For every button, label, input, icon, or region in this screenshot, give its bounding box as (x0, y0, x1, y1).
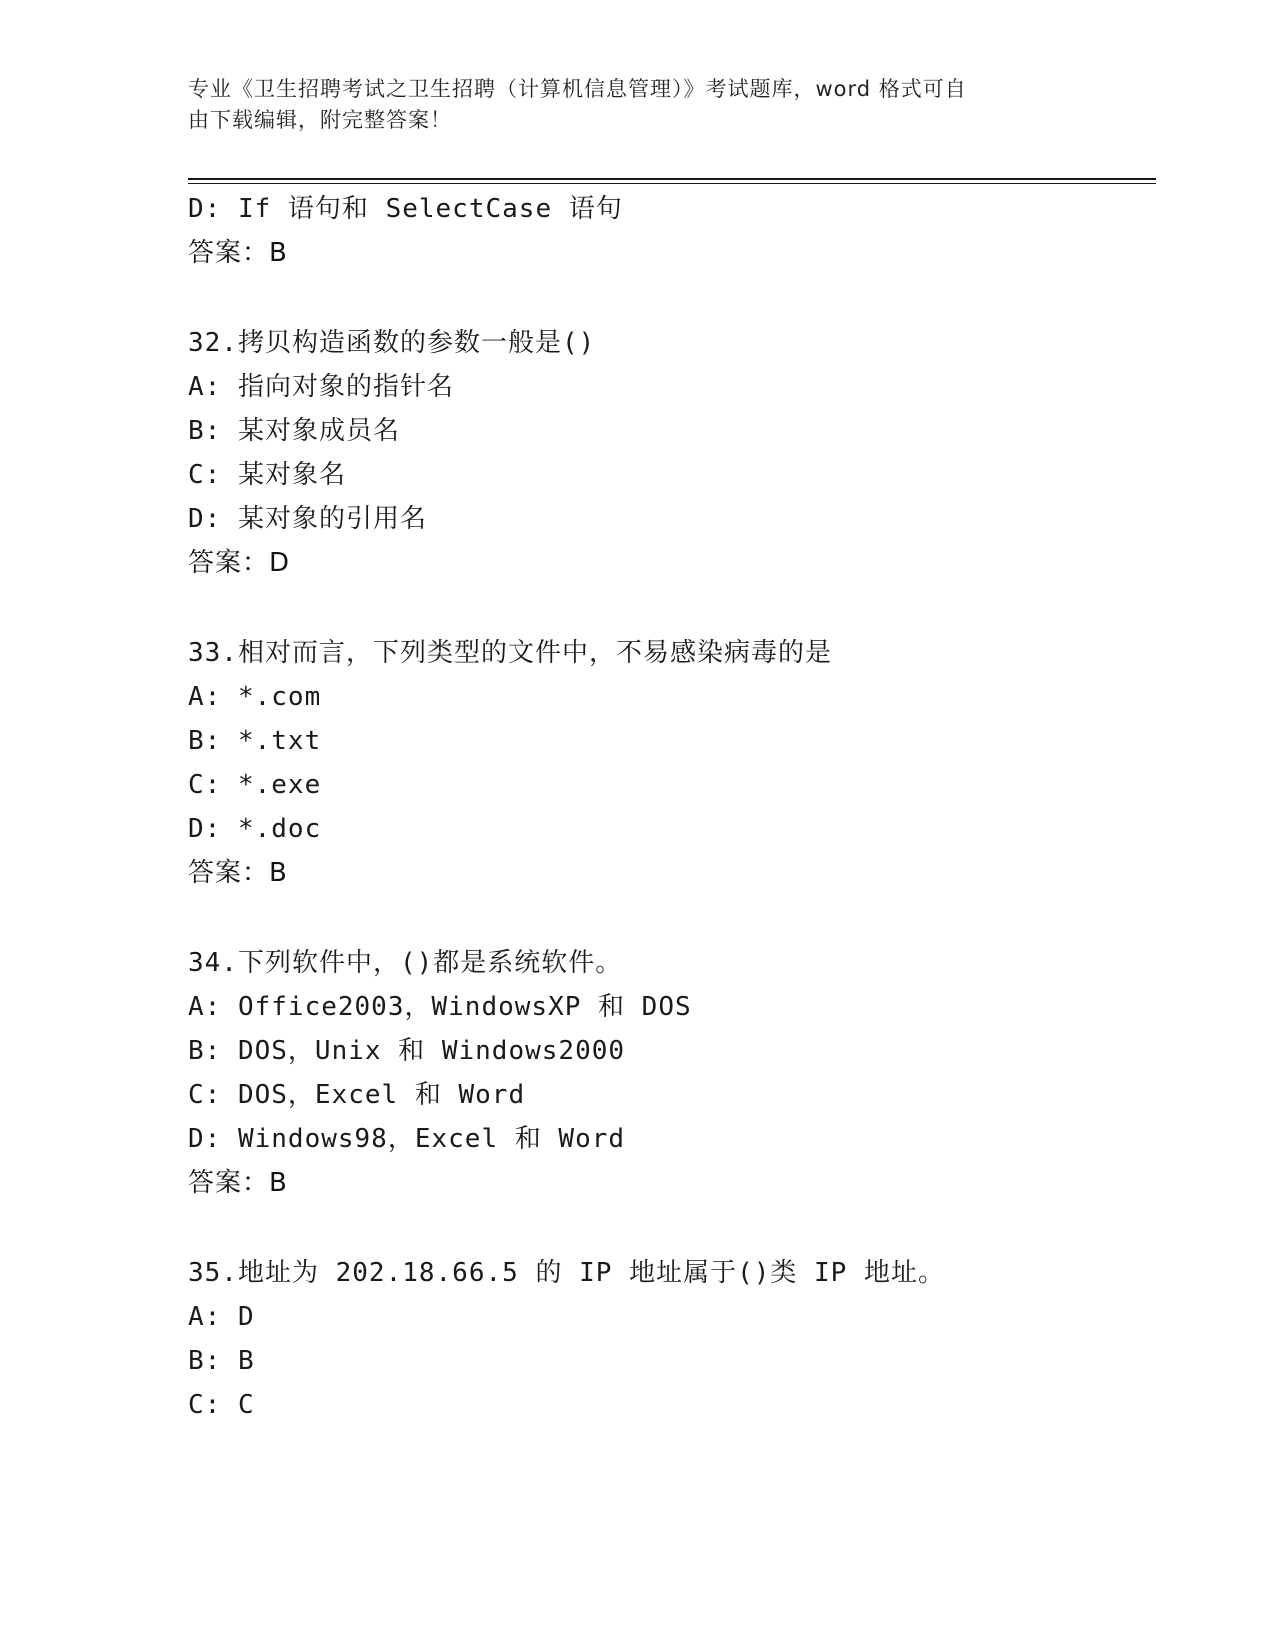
q35-question: 35.地址为 202.18.66.5 的 IP 地址属于()类 IP 地址。 (188, 1258, 945, 1288)
q32-option-a: A: 指向对象的指针名 (188, 372, 454, 402)
q34-question: 34.下列软件中，()都是系统软件。 (188, 948, 623, 978)
q31-option-d: D: If 语句和 SelectCase 语句 (188, 194, 623, 224)
q35-option-c: C: C (188, 1390, 255, 1420)
q33-answer: 答案：B (188, 858, 288, 888)
q34-option-b: B: DOS，Unix 和 Windows2000 (188, 1036, 626, 1066)
header-divider-thick (188, 178, 1156, 180)
q35-option-a: A: D (188, 1302, 255, 1332)
q32-answer: 答案：D (188, 548, 291, 578)
q32-option-c: C: 某对象名 (188, 460, 346, 490)
q33-option-b: B: *.txt (188, 726, 322, 756)
q31-answer: 答案：B (188, 238, 288, 268)
q32-option-d: D: 某对象的引用名 (188, 504, 427, 534)
header-line-1: 专业《卫生招聘考试之卫生招聘（计算机信息管理）》考试题库，word 格式可自 (188, 77, 967, 101)
q32-option-b: B: 某对象成员名 (188, 416, 400, 446)
q34-option-d: D: Windows98，Excel 和 Word (188, 1124, 626, 1154)
q33-option-c: C: *.exe (188, 770, 322, 800)
q35-option-b: B: B (188, 1346, 255, 1376)
q33-option-a: A: *.com (188, 682, 322, 712)
q34-option-a: A: Office2003，WindowsXP 和 DOS (188, 992, 692, 1022)
header-line-2: 由下载编辑，附完整答案！ (188, 108, 452, 132)
q33-question: 33.相对而言，下列类型的文件中，不易感染病毒的是 (188, 638, 832, 668)
q34-answer: 答案：B (188, 1168, 288, 1198)
q33-option-d: D: *.doc (188, 814, 322, 844)
q34-option-c: C: DOS，Excel 和 Word (188, 1080, 526, 1110)
q32-question: 32.拷贝构造函数的参数一般是() (188, 328, 596, 358)
header-divider-thin (188, 183, 1156, 184)
document-header (188, 74, 1088, 136)
